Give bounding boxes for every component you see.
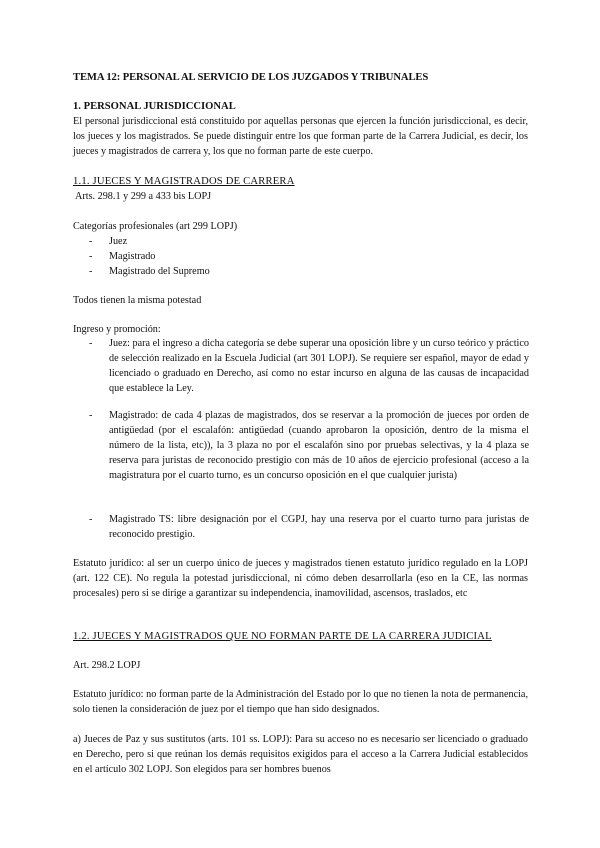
list-dash: - xyxy=(89,338,93,349)
section-1-heading: 1. PERSONAL JURISDICCIONAL xyxy=(73,101,236,112)
estatuto-juridico-carrera: Estatuto jurídico: al ser un cuerpo único de jueces y magistrados tienen estatuto jurídico regulado en la LOPJ (art. 122 CE). No regula la potestad jurisdiccional, ni cómo deben desarrollarla (eso en la CE, las normas procesales) pero si se dirige a garantizar su independencia, inamovilidad, ascensos, traslados, etc xyxy=(73,558,528,599)
subsection-1-1-arts: Arts. 298.1 y 299 a 433 bis LOPJ xyxy=(73,191,212,202)
category-text: Juez xyxy=(109,236,128,247)
jueces-de-paz-text: a) Jueces de Paz y sus sustitutos (arts. 101 ss. LOPJ): Para su acceso no es necesario ser licenciado o graduado en Derecho, pero si que reúnan los demás requisitos exigidos para el acceso a la Carrera Judicial establecidos en el artículo 302 LOPJ. Son elegidos para ser hombres buenos xyxy=(73,734,528,775)
document-title: TEMA 12: PERSONAL AL SERVICIO DE LOS JUZGADOS Y TRIBUNALES xyxy=(73,72,429,83)
section-1-intro: El personal jurisdiccional está constituido por aquellas personas que ejercen la función jurisdiccional, es decir, los jueces y los magistrados. Se puede distinguir entre los que forman parte de la Carrera Judicial, es decir, los jueces y magistrados de carrera y, los que no forman parte de este cuerpo. xyxy=(73,116,528,157)
category-text: Magistrado del Supremo xyxy=(109,266,210,277)
ingreso-label: Ingreso y promoción: xyxy=(73,324,161,335)
category-text: Magistrado xyxy=(109,251,156,262)
same-power-text: Todos tienen la misma potestad xyxy=(73,295,202,306)
subsection-1-1-heading: 1.1. JUECES Y MAGISTRADOS DE CARRERA xyxy=(73,176,295,187)
list-dash: - xyxy=(89,410,93,421)
ingreso-text: Magistrado: de cada 4 plazas de magistrados, dos se reservar a la promoción de jueces por orden de antigüedad (por el escalafón: antigüedad (cuando aprobaron la oposición, dentro de la misma el número de la lista, etc)), la 3 plaza no por el escalafón sino por pruebas selectivas, y la 4 plaza se reserva para juristas de reconocido prestigio con más de 10 años de ejercicio profesional (acceso a la magistratura por el cuarto turno, es un concurso oposición en el que cualquier jurista) xyxy=(109,410,529,481)
list-dash: - xyxy=(89,514,93,525)
subsection-1-2-arts: Art. 298.2 LOPJ xyxy=(73,660,141,671)
categories-label: Categorías profesionales (art 299 LOPJ) xyxy=(73,221,238,232)
list-dash: - xyxy=(89,236,93,247)
estatuto-juridico-no-carrera: Estatuto jurídico: no forman parte de la Administración del Estado por lo que no tienen la nota de permanencia, solo tienen la consideración de juez por el tiempo que han sido designados. xyxy=(73,689,528,715)
ingreso-text: Magistrado TS: libre designación por el CGPJ, hay una reserva por el cuarto turno para juristas de reconocido prestigio. xyxy=(109,514,529,540)
list-dash: - xyxy=(89,251,93,262)
ingreso-text: Juez: para el ingreso a dicha categoría se debe superar una oposición libre y un curso teórico y práctico de selección realizado en la Escuela Judicial (art 301 LOPJ). Se requiere ser español, mayor de edad y licenciado o graduado en Derecho, así como no estar incurso en alguna de las causas de incapacidad que establece la Ley. xyxy=(109,338,529,394)
subsection-1-2-heading: 1.2. JUECES Y MAGISTRADOS QUE NO FORMAN PARTE DE LA CARRERA JUDICIAL xyxy=(73,631,492,642)
list-dash: - xyxy=(89,266,93,277)
